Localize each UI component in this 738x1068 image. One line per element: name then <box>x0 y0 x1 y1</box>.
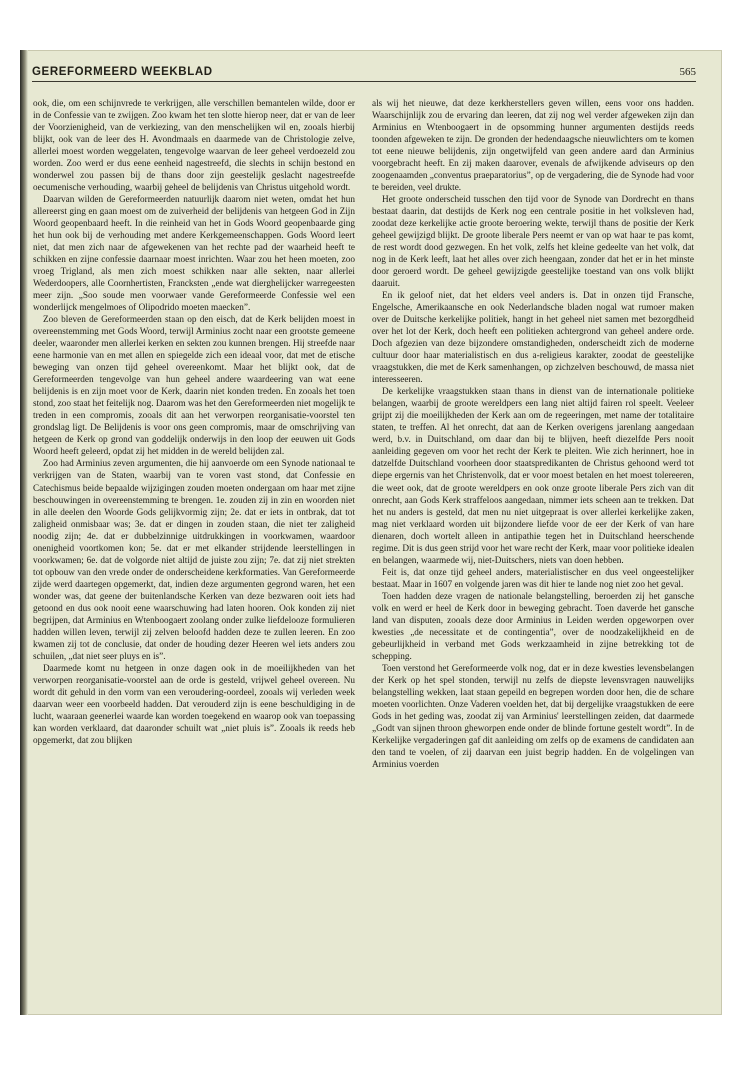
paragraph: Toen hadden deze vragen de nationale belangstelling, beroerden zij het gansche volk en werd er heel de Kerk door in beweging gebracht. Toen daverde het gansche land van disputen, zooals deze door Arminius in Leiden werden opgeworpen over kwesties „de necessitate et de contingentia”, over de noodzakelijkheid en de gebeurlijkheid in verband met Gods werkzaamheid in zijne betrekking tot de schepping. <box>372 591 694 662</box>
paragraph: Zoo had Arminius zeven argumenten, die hij aanvoerde om een Synode nationaal te verkrijgen van de Staten, waarbij van te voren vast stond, dat Confessie en Catechismus beide bepaalde wijzigingen zouden moeten ondergaan om haar met zijne beschouwingen in overeenstemming te brengen. 1e. zouden zij in zin en woorden niet in alle deelen den Woorde Gods gelijkvormig zijn; 2e. dat er iets in ontbrak, dat tot zaligheid onmisbaar was; 3e. dat er dingen in zouden staan, die niet ter zaligheid noodig zijn; 4e. dat er dubbelzinnige uitdrukkingen in voorkwamen, waardoor onenigheid voortkomen kon; 5e. dat er met elkander strijdende leerstellingen in voorkwamen; 6e. dat de volgorde niet altijd de juiste zou zijn; 7e. dat zij niet strekten tot opbouw van den vrede onder de onderscheidene kerkformaties. Van Gereformeerde zijde werd daartegen opgemerkt, dat, indien deze argumenten gegrond waren, het een wonder was, dat geene der buitenlandsche Kerken van deze bezwaren ooit iets had getoond en dus ook nooit eene waarschuwing had laten hooren. Ook konden zij niet begrijpen, dat Arminius en Wtenboogaert zoolang onder zulke liefdelooze formulieren hadden willen leven, terwijl zij zelven beloofd hadden deze te zullen leeren. En zoo kwamen zij tot de conclusie, dat onder de houding dezer Heeren wel iets anders zou schuilen, „dat niet seer pluys en is”. <box>33 459 355 662</box>
paragraph: Het groote onderscheid tusschen den tijd voor de Synode van Dordrecht en thans bestaat daarin, dat destijds de Kerk nog een centrale positie in het volksleven had, zoodat deze kerkelijke actie groote beroering wekte, terwijl thans de positie der Kerk geheel gewijzigd blijkt. De groote liberale Pers neemt er van op wat haar te pas komt, de rest wordt dood gezwegen. En het volk, zelfs het kleine gedeelte van het volk, dat nog in de Kerk leeft, laat het alles over zich heengaan, zonder dat het er in het minste door geroerd wordt. De geheel gewijzigde geestelijke toestand van ons volk blijkt daaruit. <box>372 195 694 290</box>
right-column <box>372 98 694 771</box>
paragraph: ook, die, om een schijnvrede te verkrijgen, alle verschillen bemantelen wilde, door er in de Confessie van te zwijgen. Zoo kwam het ten slotte hierop neer, dat er van de leer der Voorzienigheid, van de verkiezing, van den menschelijken wil en, zooals hierbij blijkt, ook van de leer des H. Avondmaals en daarmede van de Christologie zelve, allerlei moest worden weggelaten, tengevolge waarvan de leer geheel verdoezeld zou worden. Zoo werd er dus eene eenheid nagestreefd, die slechts in schijn bestond en wonderwel zou passen bij de thans door zijn geestelijk geslacht nagestreefde oecumenische verhouding, waarbij geheel de belijdenis van Christus uitgehold wordt. <box>33 99 355 194</box>
paragraph: Daarmede komt nu hetgeen in onze dagen ook in de moeilijkheden van het verworpen reorganisatie-voorstel aan de orde is gesteld, vrijwel geheel overeen. Nu wordt dit gehuld in den vorm van een veroudering-oordeel, zooals wij verleden week daarvan weer een voorbeeld hadden. Dat verouderd zijn is eene beschuldiging in de lucht, waaraan geenerlei waarde kan worden toegekend en waarop ook van toepassing kan worden verklaard, dat daaronder schuilt wat „niet pluis is”. Zooals ik reeds heb opgemerkt, dat zou blijken <box>33 663 355 746</box>
scan-top-margin <box>0 0 738 48</box>
page-number: 565 <box>679 66 696 78</box>
running-header <box>32 66 696 82</box>
scan-bottom-margin <box>0 1018 738 1068</box>
journal-title: GEREFORMEERD WEEKBLAD <box>32 66 213 78</box>
paragraph: Zoo bleven de Gereformeerden staan op den eisch, dat de Kerk belijden moest in overeenstemming met Gods Woord, terwijl Arminius zocht naar een grootste gemeene deeler, waaronder men allerlei kerken en sekten zou kunnen brengen. Hij streefde naar eene harmonie van en met allen en spiegelde zich een ideaal voor, dat met de etische beweging van onzen tijd geheel overeenkomt. Maar het blijkt ook, dat de Gereformeerden tengevolge van hun geheel andere waardeering van wat eene belijdenis is en zijn moet voor de Kerk, daarin niet konden treden. En zooals het toen stond, zoo staat het feitelijk nog. Daarom was het den Gereformeerden niet mogelijk te treden in een compromis, zooals dit aan het verworpen reorganisatie-voorstel ten grondslag ligt. De Belijdenis is voor ons geen compromis, maar de omschrijving van hetgeen de Kerk op grond van goddelijk onderwijs in den loop der eeuwen uit Gods Woord heeft geleerd, opdat zij het midden in de wereld belijden zal. <box>33 315 355 458</box>
paragraph: Feit is, dat onze tijd geheel anders, materialistischer en dus veel ongeestelijker bestaat. Maar in 1607 en volgende jaren was dit hier te lande nog niet zoo het geval. <box>372 567 694 590</box>
paragraph: Daarvan wilden de Gereformeerden natuurlijk daarom niet weten, omdat het hun allereerst ging en gaan moest om de zuiverheid der belijdenis van hetgeen God in Zijn Woord geopenbaard heeft. In die reinheid van het in Gods Woord geopenbaarde ging het hun ook bij de verhouding met andere Kerkgemeenschappen. Gods Woord leert niet, dat men zich naar de afgewekenen van het rechte pad der waarheid heeft te schikken en zijne confessie daarnaar moest inrichten. Waar zou het heen moeten, zoo vroeg Trigland, als men zich moest schikken naar alle sekten, naar allerlei Wederdoopers, alle Coornhertisten, Francksten „ende wat dierghelijcker warregeesten meer zijn. „Soo soude men voorwaer vande Gereformeerde Confessie wel een wonderlijck mengelmoes of Olipodrido moeten maecken”. <box>33 195 355 314</box>
header-rule <box>32 81 696 82</box>
binding-shadow <box>20 50 28 1015</box>
paragraph: als wij het nieuwe, dat deze kerkherstellers geven willen, eens voor ons hadden. Waarschijnlijk zou de ervaring dan leeren, dat zij nog wel verder afgeweken zijn dan Arminius en Wtenboogaert in de opsomming hunner argumenten destijds reeds toonden afgeweken te zijn. De gronden der hedendaagsche nieuwlichters om te komen tot eene nieuwe belijdenis, zijn ongetwijfeld van geen andere aard dan Arminius voorgebracht heeft. En zij maken daarover, evenals de afwijkende adviseurs op den zoogenaamden „conventus praeparatorius”, op de vergadering, die de Synode had voor te bereiden, veel drukte. <box>372 99 694 194</box>
paragraph: Toen verstond het Gereformeerde volk nog, dat er in deze kwesties levensbelangen der Kerk op het spel stonden, terwijl nu zelfs de diepste levensvragen nauwelijks belangstelling wekken, laat staan gepeild en begrepen worden door hen, die de schare moeten voorlichten. Onze Vaderen voelden het, dat bij dergelijke vraagstukken de eere Gods in het geding was, zoodat zij van Arminius' leerstellingen zeiden, dat daarmede „Godt van sijnen throon gheworpen ende onder de blinde fortune gestelt wordt”. In de Kerkelijke vergaderingen gaf dit aanleiding om zelfs op de examens de candidaten aan den tand te voelen, of zij daarvan een juist begrip hadden. En de volgelingen van Arminius voerden <box>372 663 694 770</box>
left-column <box>33 98 355 747</box>
paragraph: En ik geloof niet, dat het elders veel anders is. Dat in onzen tijd Fransche, Engelsche, Amerikaansche en ook Nederlandsche bladen nogal wat rumoer maken over de Duitsche kerkelijke politiek, hangt in het geheel niet samen met bezorgdheid over het lot der Kerk, doch heeft een politieken achtergrond van geheel andere orde. Doch afgezien van deze bijzondere omstandigheden, onderscheidt zich de moderne cultuur door haar materialistisch en dus a-religieus karakter, zoodat de geestelijke vraagstukken, die met de Kerk samenhangen, op zichzelven beschouwd, de massa niet interesseeren. <box>372 291 694 386</box>
paragraph: De kerkelijke vraagstukken staan thans in dienst van de internationale politieke belangen, waarbij de groote wereldpers een lang niet altijd fairen rol speelt. Veeleer grijpt zij die moeilijkheden der Kerk aan om de regeeringen, met name der totalitaire staten, te treffen. Al het onrecht, dat aan de Kerken overigens jarenlang aangedaan werd, b.v. in Duitschland, om daar dan bij te blijven, heeft diezelfde Pers nooit aanleiding gegeven om voor het recht der Kerk te pleiten. Wie zich herinnert, hoe in datzelfde Duitschland voorheen door staatspredikanten de Christus gehoond werd tot diepe ergernis van het Christenvolk, dat er voor moest betalen en het moest tolereeren, die weet ook, dat de groote wereldpers en ook onze groote liberale Pers zich van dit onrecht, aan Gods Kerk straffeloos aangedaan, nimmer iets scheen aan te trekken. Dat het nu anders is gesteld, dat men nu niet uitgepraat is over allerlei kerkelijke zaken, mag niet verklaard worden uit bijzondere liefde voor de eer der Kerk of van hare dienaren, doch wortelt alleen in antipathie tegen het in Duitschland heerschende regime. Dit is dus geen strijd voor het ware recht der Kerk, maar voor politieke idealen en belangen, waarmede wij, niet-Duitschers, niets van doen hebben. <box>372 387 694 566</box>
